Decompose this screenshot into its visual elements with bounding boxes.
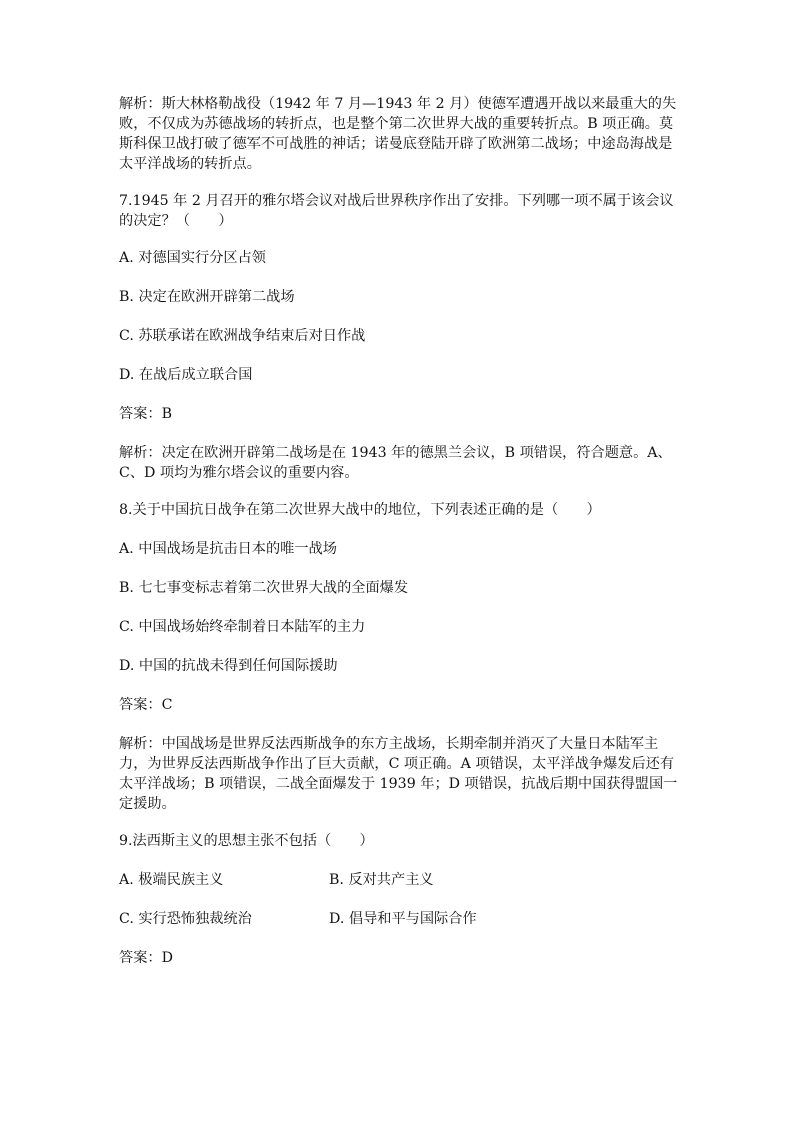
q7-answer: 答案：B (119, 406, 172, 422)
q9-option-d: D. 倡导和平与国际合作 (329, 911, 477, 927)
q7-option-c: C. 苏联承诺在欧洲战争结束后对日作战 (119, 328, 366, 344)
q9-option-c: C. 实行恐怖独裁统治 (119, 911, 252, 927)
q9-answer: 答案：D (119, 950, 173, 966)
analysis-q7: 解析：决定在欧洲开辟第二战场是在 1943 年的德黑兰会议，B 项错误，符合题意。A、C、D 项均为雅尔塔会议的重要内容。 (119, 445, 672, 481)
q8-option-d: D. 中国的抗战未得到任何国际援助 (119, 658, 338, 674)
q7-option-a: A. 对德国实行分区占领 (119, 250, 266, 266)
q8-option-a: A. 中国战场是抗击日本的唯一战场 (119, 541, 337, 557)
q7-option-b: B. 决定在欧洲开辟第二战场 (119, 289, 295, 305)
analysis-q8: 解析：中国战场是世界反法西斯战争的东方主战场，长期牵制并消灭了大量日本陆军主力，为世界反法西斯战争作出了巨大贡献，C 项正确。A 项错误，太平洋战争爆发后还有太平洋战场；B 项错误，二战全面爆发于 1939 年；D 项错误，抗战后期中国获得盟国一定援助。 (119, 736, 678, 812)
q8-option-c: C. 中国战场始终牵制着日本陆军的主力 (119, 619, 366, 635)
document-body (119, 94, 679, 987)
q9-options-row-1 (119, 870, 679, 890)
q9-option-a: A. 极端民族主义 (119, 872, 224, 888)
q8-option-b: B. 七七事变标志着第二次世界大战的全面爆发 (119, 580, 409, 596)
question-7: 7.1945 年 2 月召开的雅尔塔会议对战后世界秩序作出了安排。下列哪一项不属于该会议的决定？（ ） (119, 193, 674, 229)
q7-option-d: D. 在战后成立联合国 (119, 367, 253, 383)
analysis-q6: 解析：斯大林格勒战役（1942 年 7 月—1943 年 2 月）使德军遭遇开战以来最重大的失败，不仅成为苏德战场的转折点，也是整个第二次世界大战的重要转折点。B 项正确。莫斯科保卫战打破了德军不可战胜的神话；诺曼底登陆开辟了欧洲第二战场；中途岛海战是太平洋战场的转折点。 (119, 96, 677, 172)
q9-option-b: B. 反对共产主义 (329, 872, 434, 888)
question-9: 9.法西斯主义的思想主张不包括（ ） (119, 833, 374, 849)
q9-options-row-2 (119, 909, 679, 929)
question-8: 8.关于中国抗日战争在第二次世界大战中的地位，下列表述正确的是（ ） (119, 502, 601, 518)
q8-answer: 答案：C (119, 697, 173, 713)
